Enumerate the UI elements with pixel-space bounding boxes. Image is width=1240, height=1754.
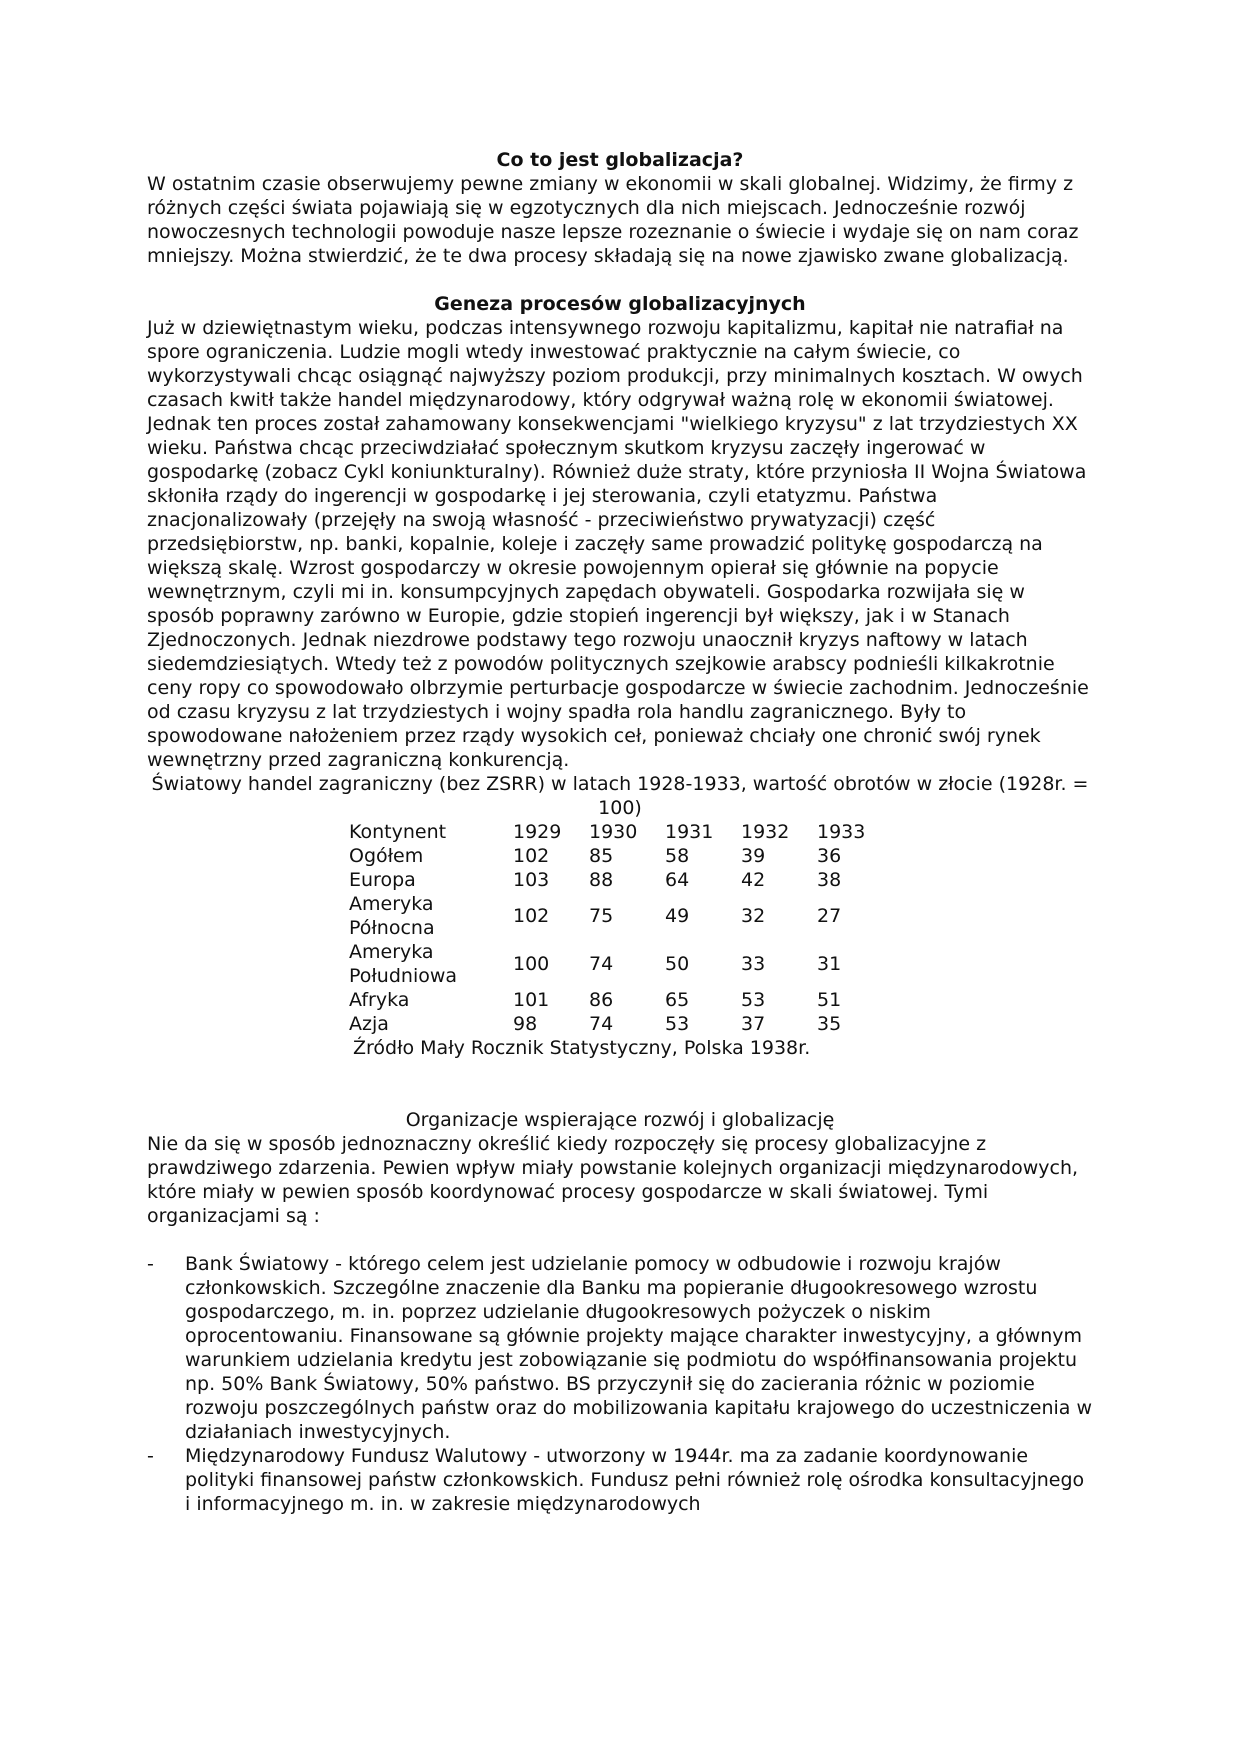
table-cell: 27 — [817, 905, 842, 927]
table-cell: 36 — [817, 845, 842, 867]
section-title-globalizacja: Co to jest globalizacja? — [496, 149, 744, 171]
table-cell: 53 — [665, 1013, 690, 1035]
table-row — [349, 868, 893, 892]
table-cell: 75 — [589, 905, 614, 927]
table-cell: Azja — [349, 1013, 389, 1035]
table-cell: 74 — [589, 953, 614, 975]
table-header-cell: Kontynent — [349, 821, 447, 843]
paragraph-geneza: Już w dziewiętnastym wieku, podczas intensywnego rozwoju kapitalizmu, kapitał nie natrafiał na spore ograniczenia. Ludzie mogli wtedy inwestować praktycznie na całym świecie, co wykorzystywali chcąc osiągnąć najwyższy poziom produkcji, przy minimalnych kosztach. W owych czasach kwitł także handel międzynarodowy, który odgrywał ważną rolę w ekonomii światowej. Jednak ten proces został zahamowany konsekwencjami "wielkiego kryzysu" z lat trzydziestych XX wieku. Państwa chcąc przeciwdziałać społecznym skutkom kryzysu zaczęły ingerować w gospodarkę (zobacz Cykl koniunkturalny). Również duże straty, które przyniosła II Wojna Światowa skłoniła rządy do ingerencji w gospodarkę i jej sterowania, czyli etatyzmu. Państwa znacjonalizowały (przejęły na swoją własność - przeciwieństwo prywatyzacji) część przedsiębiorstw, np. banki, kopalnie, koleje i zaczęły same prowadzić politykę gospodarczą na większą skalę. Wzrost gospodarczy w okresie powojennym opierał się głównie na popycie wewnętrznym, czyli mi in. konsumpcyjnych zapędach obywateli. Gospodarka rozwijała się w sposób poprawny zarówno w Europie, gdzie stopień ingerencji był większy, jak i w Stanach Zjednoczonych. Jednak niezdrowe podstawy tego rozwoju unaocznił kryzys naftowy w latach siedemdziesiątych. Wtedy też z powodów politycznych szejkowie arabscy podnieśli kilkakrotnie ceny ropy co spowodowało olbrzymie perturbacje gospodarcze w świecie zachodnim. Jednocześnie od czasu kryzysu z lat trzydziestych i wojny spadła rola handlu zagranicznego. Były to spowodowane nałożeniem przez rządy wysokich ceł, ponieważ chciały one chronić swój rynek wewnętrzny przed zagraniczną konkurencją. — [147, 317, 1089, 771]
spacer — [147, 268, 1093, 292]
table-cell: 85 — [589, 845, 614, 867]
table-header-row — [349, 820, 893, 844]
table-cell: 33 — [741, 953, 766, 975]
table-cell: 53 — [741, 989, 766, 1011]
table-row — [349, 1012, 893, 1036]
table-row — [349, 892, 893, 940]
table-cell: Ogółem — [349, 845, 424, 867]
table-cell: 74 — [589, 1013, 614, 1035]
table-cell: 88 — [589, 869, 614, 891]
table-row — [349, 844, 893, 868]
table-cell: Ameryka Południowa — [349, 941, 458, 987]
paragraph-organizacje: Nie da się w sposób jednoznaczny określić kiedy rozpoczęły się procesy globalizacyjne z prawdziwego zdarzenia. Pewien wpływ miały powstanie kolejnych organizacji międzynarodowych, które miały w pewien sposób koordynować procesy gospodarcze w skali światowej. Tymi organizacjami są : — [147, 1133, 1079, 1227]
section-title-geneza: Geneza procesów globalizacyjnych — [434, 293, 806, 315]
table-cell: 65 — [665, 989, 690, 1011]
trade-table — [349, 820, 893, 1036]
table-cell: 100 — [513, 953, 550, 975]
table-header-cell: 1929 — [513, 821, 562, 843]
organization-list — [147, 1252, 1093, 1516]
table-row — [349, 940, 893, 988]
table-header-cell: 1933 — [817, 821, 866, 843]
list-bullet: - — [147, 1445, 154, 1467]
table-row — [349, 988, 893, 1012]
table-header-cell: 1931 — [665, 821, 714, 843]
table-cell: 86 — [589, 989, 614, 1011]
spacer — [147, 1228, 1093, 1252]
table-caption: Światowy handel zagraniczny (bez ZSRR) w latach 1928-1933, wartość obrotów w złocie (1928r. = 100) — [151, 773, 1089, 819]
table-header-cell: 1932 — [741, 821, 790, 843]
list-item-text: Bank Światowy - którego celem jest udzielanie pomocy w odbudowie i rozwoju krajów członkowskich. Szczególne znaczenie dla Banku ma popieranie długookresowego wzrostu gospodarczego, m. in. poprzez udzielanie długookresowych pożyczek o niskim oprocentowaniu. Finansowane są głównie projekty mające charakter inwestycyjny, a głównym warunkiem udzielania kredytu jest zobowiązanie się podmiotu do współfinansowania projektu np. 50% Bank Światowy, 50% państwo. BS przyczynił się do zacierania różnic w poziomie rozwoju poszczególnych państw oraz do mobilizowania kapitału krajowego do uczestniczenia w działaniach inwestycyjnych. — [185, 1253, 1092, 1443]
table-cell: 102 — [513, 845, 550, 867]
document-page — [147, 148, 1093, 1516]
table-header-cell: 1930 — [589, 821, 638, 843]
table-cell: 32 — [741, 905, 766, 927]
table-cell: Europa — [349, 869, 416, 891]
table-cell: 64 — [665, 869, 690, 891]
list-item-text: Międzynarodowy Fundusz Walutowy - utworzony w 1944r. ma za zadanie koordynowanie polityki finansowej państw członkowskich. Fundusz pełni również rolę ośrodka konsultacyjnego i informacyjnego m. in. w zakresie międzynarodowych — [185, 1445, 1085, 1515]
list-bullet: - — [147, 1253, 154, 1275]
table-cell: 58 — [665, 845, 690, 867]
table-cell: 103 — [513, 869, 550, 891]
table-cell: 31 — [817, 953, 842, 975]
table-cell: 38 — [817, 869, 842, 891]
table-cell: 35 — [817, 1013, 842, 1035]
table-cell: 49 — [665, 905, 690, 927]
table-cell: 39 — [741, 845, 766, 867]
table-cell: 37 — [741, 1013, 766, 1035]
table-cell: 50 — [665, 953, 690, 975]
paragraph-intro: W ostatnim czasie obserwujemy pewne zmiany w ekonomii w skali globalnej. Widzimy, że firmy z różnych części świata pojawiają się w egzotycznych dla nich miejscach. Jednocześnie rozwój nowoczesnych technologii powoduje nasze lepsze rozeznanie o świecie i wydaje się on nam coraz mniejszy. Można stwierdzić, że te dwa procesy składają się na nowe zjawisko zwane globalizacją. — [147, 173, 1079, 267]
list-item — [147, 1252, 1093, 1444]
table-cell: Afryka — [349, 989, 410, 1011]
section-title-organizacje: Organizacje wspierające rozwój i globalizację — [405, 1109, 835, 1131]
table-cell: 51 — [817, 989, 842, 1011]
table-cell: Ameryka Północna — [349, 893, 435, 939]
list-item — [147, 1444, 1093, 1516]
table-cell: 101 — [513, 989, 550, 1011]
spacer — [147, 1060, 1093, 1108]
table-cell: 98 — [513, 1013, 538, 1035]
table-cell: 42 — [741, 869, 766, 891]
table-source: Źródło Mały Rocznik Statystyczny, Polska 1938r. — [353, 1037, 811, 1059]
table-cell: 102 — [513, 905, 550, 927]
